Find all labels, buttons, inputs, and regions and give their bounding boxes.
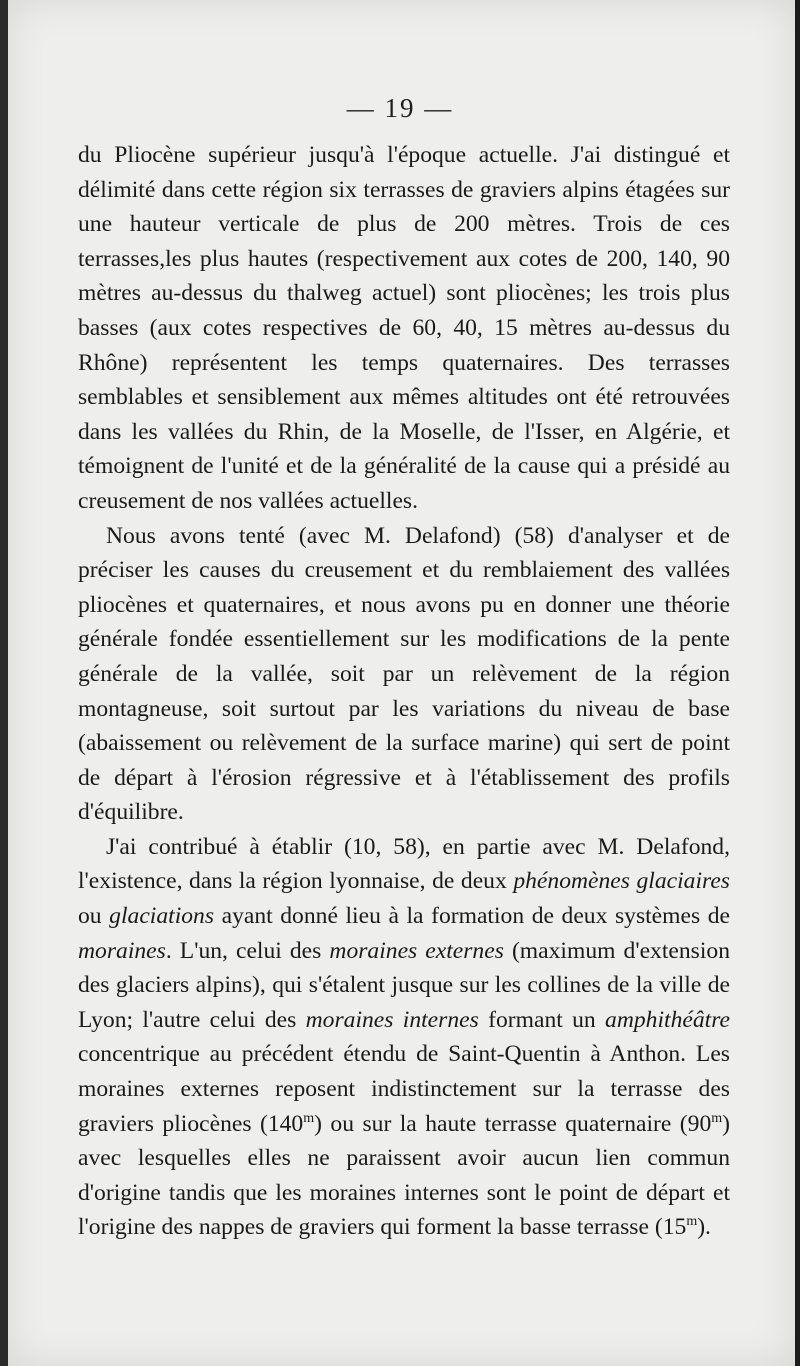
text-run: ayant donné lieu à la formation de deux systèmes de: [214, 903, 730, 930]
text-run: ).: [697, 1214, 711, 1241]
text-run: concentrique au précédent étendu de Saint-Quentin à Anthon. Les moraines externes reposent indistinctement sur la terrasse des graviers pliocènes (140: [78, 1041, 730, 1137]
superscript-unit: m: [686, 1214, 698, 1230]
italic-term: moraines internes: [305, 1006, 479, 1033]
paragraph-1: du Pliocène supérieur jusqu'à l'époque actuelle. J'ai distingué et délimité dans cette région six terrasses de graviers alpins étagées sur une hauteur verticale de plus de 200 mètres. Trois de ces terrasses,les plus hautes (respectivement aux cotes de 200, 140, 90 mètres au-dessus du thalweg actuel) sont pliocènes; les trois plus basses (aux cotes respectives de 60, 40, 15 mètres au-dessus du Rhône) représentent les temps quaternaires. Des terrasses semblables et sensiblement aux mêmes altitudes ont été retrouvées dans les vallées du Rhin, de la Moselle, de l'Isser, en Algérie, et témoignent de l'unité et de la généralité de la cause qui a présidé au creusement de nos vallées actuelles.: [78, 142, 730, 514]
superscript-unit: m: [303, 1110, 315, 1126]
text-run: ) ou sur la haute terrasse quaternaire (90: [314, 1110, 712, 1137]
text-run: ) avec lesquelles elles ne paraissent avoir aucun lien commun d'origine tandis que les moraines internes sont le point de départ et l'origine des nappes de graviers qui forment la basse terrasse (15: [78, 1110, 730, 1241]
italic-term: moraines externes: [329, 937, 504, 964]
superscript-unit: m: [711, 1110, 723, 1126]
paragraph-2: Nous avons tenté (avec M. Delafond) (58) d'analyser et de préciser les causes du creusement et du remblaiement des vallées pliocènes et quaternaires, et nous avons pu en donner une théorie générale fondée essentiellement sur les modifications de la pente générale de la vallée, soit par un relèvement de la région montagneuse, soit surtout par les variations du niveau de base (abaissement ou relèvement de la surface marine) qui sert de point de départ à l'érosion régressive et à l'établissement des profils d'équilibre.: [78, 522, 730, 826]
text-run: . L'un, celui des: [165, 937, 330, 964]
text-run: formant un: [478, 1006, 606, 1033]
page-edge-shadow: [795, 0, 800, 1366]
page-number: — 19 —: [346, 93, 454, 123]
body-text: [78, 138, 730, 1245]
paragraph-3: [78, 830, 730, 1245]
italic-term: amphithéâtre: [605, 1006, 730, 1033]
text-run: (maximum d'extension des glaciers alpins), qui s'étalent jusque sur les collines de la ville de Lyon; l'autre celui des: [78, 937, 731, 1033]
italic-term: phénomènes glaciaires: [513, 868, 730, 895]
text-run: ou: [78, 903, 110, 930]
italic-term: glaciations: [109, 903, 215, 930]
italic-term: moraines: [78, 937, 166, 964]
text-run: J'ai contribué à établir (10, 58), en partie avec M. Delafond, l'existence, dans la région lyonnaise, de deux: [78, 833, 730, 895]
